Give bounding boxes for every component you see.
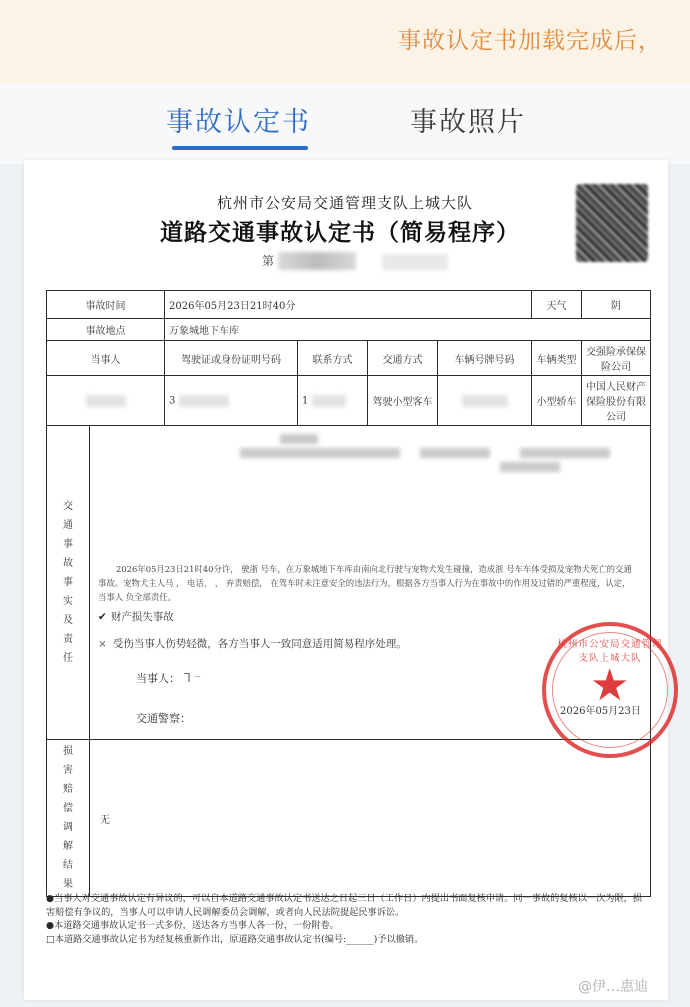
- document-notes: [46, 892, 650, 946]
- accident-time-value: 2026年05月23日21时40分: [165, 291, 532, 319]
- redacted-party: [86, 395, 126, 407]
- col-plate: 车辆号牌号码: [438, 341, 532, 376]
- seal-date: 2026年05月23日: [560, 706, 641, 717]
- vehicle-type-value: 小型轿车: [532, 376, 582, 426]
- facts-label: 交通事故事实及责任: [47, 426, 90, 740]
- checkbox-injury-label: 受伤当事人伤势轻微，各方当事人一致同意适用简易程序处理。: [112, 638, 407, 650]
- facts-text: 2026年05月23日21时40分许， 驶浙 号车，在万象城地下车库由南向北行驶与宠物犬发生碰撞，造成浙 号车车体受损及宠物犬死亡的交通事故。宠物犬主人马 ， 电话， ， 弃责赔偿， 在驾车时未注意安全的违法行为，根据各方当事人行为在事故中的作用及过错的严重程度，认定，当事人 负全部责任。: [98, 563, 632, 602]
- col-license-id: 驾驶证或身份证明号码: [165, 341, 298, 376]
- officer-signature-line: [136, 710, 191, 726]
- qr-code-icon: [576, 184, 648, 262]
- redacted-phone: [312, 395, 346, 407]
- note-3: □本道路交通事故认定书为经复核重新作出，原道路交通事故认定书(编号:______)予以撤销。: [46, 933, 424, 945]
- checkbox-property-label: 财产损失事故: [110, 611, 174, 623]
- checkbox-empty-icon: □: [46, 933, 55, 945]
- location-value: 万象城地下车库: [165, 319, 651, 341]
- bullet-filled-icon: ●: [46, 920, 55, 931]
- star-icon: ★: [590, 660, 630, 711]
- party-label: 当事人：: [136, 672, 180, 685]
- facts-cell: [90, 426, 663, 740]
- redacted-number-suffix: [382, 254, 448, 270]
- weather-value: 阴: [582, 291, 651, 319]
- redacted-facts-1: [280, 434, 318, 444]
- watermark: @伊…惠迪: [578, 979, 648, 995]
- location-label: 事故地点: [47, 319, 165, 341]
- redacted-facts-5: [500, 462, 560, 472]
- redacted-id: [179, 395, 229, 407]
- accident-form: [46, 290, 663, 897]
- bullet-filled-icon: ●: [46, 893, 55, 904]
- party-signature: ᒣ ⁻: [183, 671, 201, 685]
- redacted-plate: [462, 395, 508, 407]
- cross-mark-icon: ×: [98, 638, 107, 650]
- party-cell: [47, 376, 165, 426]
- col-insurer: 交强险承保保险公司: [582, 341, 651, 376]
- checkmark-icon: ✔: [98, 611, 107, 623]
- checkbox-injury-row: [98, 636, 407, 651]
- id-cell: [165, 376, 298, 426]
- plate-cell: [438, 376, 532, 426]
- banner-caption: 事故认定书加载完成后，: [398, 28, 662, 54]
- seal-text: 杭州市公安局交通管理支队上城大队: [557, 639, 663, 664]
- col-party: 当事人: [47, 341, 165, 376]
- damages-label: 损害赔偿调解结果: [47, 740, 90, 897]
- col-vehicle-type: 车辆类型: [532, 341, 582, 376]
- redacted-facts-3: [420, 448, 490, 458]
- party-signature-line: [136, 670, 201, 686]
- tab-accident-report[interactable]: 事故认定书: [166, 107, 311, 138]
- officer-label: 交通警察：: [136, 712, 191, 725]
- phone-value: 1: [302, 395, 309, 406]
- top-banner: [0, 0, 690, 84]
- transport-mode-value: 驾驶小型客车: [368, 376, 438, 426]
- phone-cell: [298, 376, 368, 426]
- redacted-number: [278, 252, 356, 270]
- col-contact: 联系方式: [298, 341, 368, 376]
- document-issuer: 杭州市公安局交通管理支队上城大队: [216, 194, 473, 212]
- id-value: 3: [169, 395, 176, 406]
- note-1: ●当事人对交通事故认定有异议的，可以自本道路交通事故认定书送达之日起三日（工作日）内提出书面复核申请。同一事故的复核以一次为限，损害赔偿有争议的，当事人可以申请人民调解委员会调解，或者向人民法院提起民事诉讼。: [46, 893, 643, 918]
- damages-value: 无: [90, 740, 651, 897]
- col-transport: 交通方式: [368, 341, 438, 376]
- redacted-facts-4: [520, 448, 610, 458]
- tab-bar: [0, 84, 690, 164]
- accident-time-label: 事故时间: [47, 291, 165, 319]
- redacted-facts-2: [240, 448, 400, 458]
- document-title: 道路交通事故认定书（简易程序）: [160, 219, 520, 246]
- checkbox-property-row: [98, 609, 174, 624]
- insurer-value: 中国人民财产保险股份有限公司: [582, 376, 651, 426]
- document-number-prefix: 第: [262, 254, 275, 268]
- tab-accident-photos[interactable]: 事故照片: [410, 107, 526, 138]
- note-2: ●本道路交通事故认定书一式多份，送达各方当事人各一份，一份附卷。: [46, 920, 339, 931]
- weather-label: 天气: [532, 291, 582, 319]
- official-seal: [542, 622, 678, 758]
- active-tab-indicator: [172, 146, 308, 150]
